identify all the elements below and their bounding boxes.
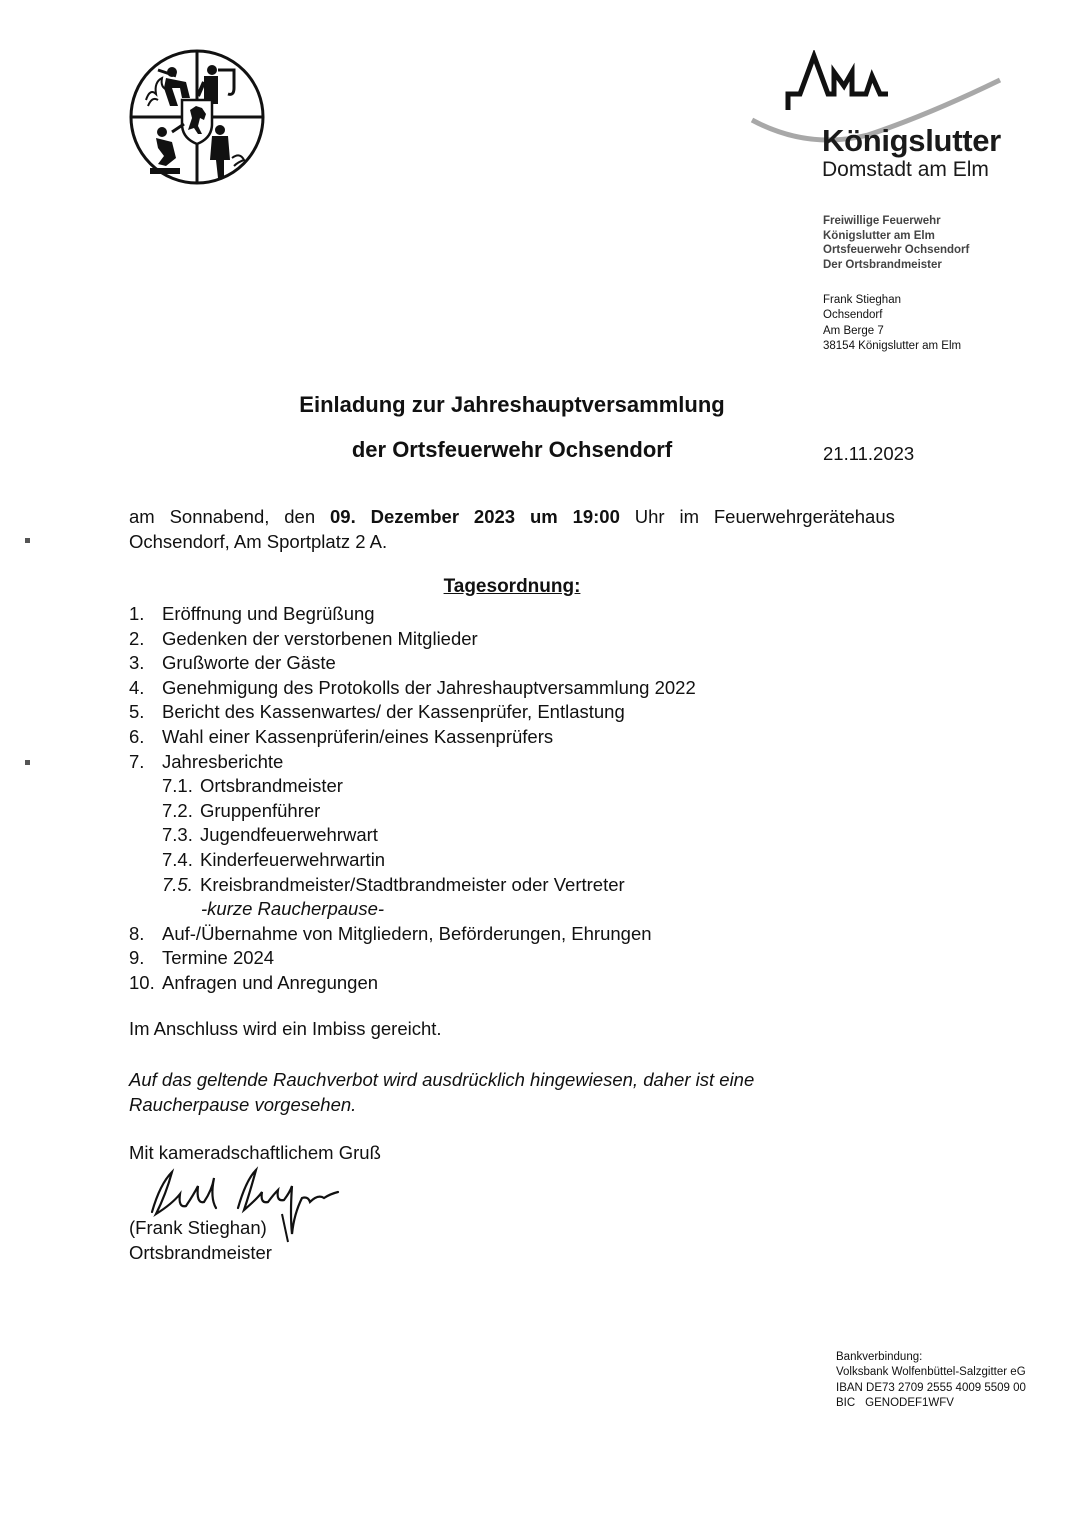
agenda-text: Gruppenführer [200,799,321,821]
agenda-number: 4. [129,676,145,698]
bank-iban: IBAN DE73 2709 2555 4009 5509 00 [836,1381,1026,1394]
agenda-number: 2. [129,627,145,649]
meeting-year: 2023 [473,506,516,527]
sender-address-line: 38154 Königslutter am Elm [823,339,962,352]
agenda-number: 5. [129,701,145,723]
closing-greeting: Mit kameradschaftlichem Gruß [129,1142,381,1163]
agenda-text: Grußworte der Gäste [162,652,336,674]
intro-paragraph [129,505,895,554]
sender-address-line: Frank Stieghan [823,294,901,306]
sender-address [823,293,961,354]
agenda-text: Genehmigung des Protokolls der Jahreshauptversammlung 2022 [162,676,696,698]
agenda-break-note: -kurze Raucherpause- [201,898,385,920]
signer-name: (Frank Stieghan) [129,1217,267,1238]
smoking-notice-line: Raucherpause vorgesehen. [129,1094,357,1115]
smoking-notice-line: Auf das geltende Rauchverbot wird ausdrücklich hingewiesen, daher ist eine [129,1069,755,1090]
meeting-month: Dezember [370,506,460,527]
agenda-text: Auf-/Übernahme von Mitgliedern, Beförderungen, Ehrungen [162,922,652,944]
margin-mark [25,538,30,543]
sender-organization [823,214,969,273]
meeting-day: 09. [330,506,356,527]
agenda-number: 7.2. [162,799,193,821]
signer-role: Ortsbrandmeister [129,1242,272,1263]
agenda-number: 10. [129,971,155,993]
intro-line-2: Ochsendorf, Am Sportplatz 2 A. [129,530,388,552]
sender-address-line: Ochsendorf [823,309,883,322]
agenda-number: 1. [129,603,145,624]
agenda-number: 6. [129,725,145,747]
agenda-text: Kreisbrandmeister/Stadtbrandmeister oder Vertreter [200,873,625,895]
intro-word: Sonnabend, [169,506,270,527]
document-title: Einladung zur Jahreshauptversammlung [299,392,725,417]
agenda-text: Jahresberichte [162,750,284,772]
agenda-text: Anfragen und Anregungen [162,971,379,993]
agenda-text: Ortsbrandmeister [200,775,343,797]
intro-word: am [129,506,155,527]
agenda-text: Bericht des Kassenwartes/ der Kassenprüfer, Entlastung [162,701,625,723]
agenda-text: Jugendfeuerwehrwart [200,824,378,846]
intro-word: den [284,506,316,527]
agenda-number: 7.4. [162,848,193,870]
snack-notice: Im Anschluss wird ein Imbiss gereicht. [129,1018,442,1039]
intro-word: Uhr [634,506,665,527]
agenda-text: Termine 2024 [162,947,275,969]
agenda-text: Wahl einer Kassenprüferin/eines Kassenprüfers [162,725,554,747]
bank-label: Bankverbindung: [836,1351,923,1363]
agenda-number: 7.1. [162,775,193,797]
bank-bic: GENODEF1WFV [865,1396,954,1409]
agenda-text: Eröffnung und Begrüßung [162,603,375,624]
town-subtitle: Domstadt am Elm [822,158,989,181]
sender-org-line: Königslutter am Elm [823,229,935,242]
document-subtitle: der Ortsfeuerwehr Ochsendorf [351,437,673,462]
agenda-number: 7.3. [162,824,193,846]
sender-org-line: Ortsfeuerwehr Ochsendorf [823,244,970,257]
agenda-number: 8. [129,922,145,944]
agenda-number: 3. [129,652,145,674]
bank-bic-label: BIC [836,1396,856,1409]
document-date: 21.11.2023 [823,443,915,464]
meeting-um: um [529,506,558,527]
agenda-text: Kinderfeuerwehrwartin [200,848,386,870]
town-name: Königslutter [822,123,1001,158]
margin-mark [25,760,30,765]
signer-block [129,1215,272,1265]
agenda-text: Gedenken der verstorbenen Mitglieder [162,627,478,649]
meeting-time: 19:00 [572,506,620,527]
bank-details [836,1350,1026,1411]
sender-org-line: Der Ortsbrandmeister [823,259,942,272]
intro-line-1 [129,505,895,530]
agenda-number: 7. [129,750,145,772]
agenda-heading: Tagesordnung: [443,576,581,597]
bank-name: Volksbank Wolfenbüttel-Salzgitter eG [836,1366,1026,1379]
intro-word: im [679,506,699,527]
sender-org-line: Freiwillige Feuerwehr [823,215,941,227]
sender-address-line: Am Berge 7 [823,324,884,337]
agenda-number: 7.5. [162,873,193,895]
agenda-number: 9. [129,947,145,969]
bank-bic-line [836,1396,1026,1411]
meeting-venue: Feuerwehrgerätehaus [713,506,895,527]
smoking-notice [129,1067,829,1117]
fire-brigade-emblem [128,48,266,186]
